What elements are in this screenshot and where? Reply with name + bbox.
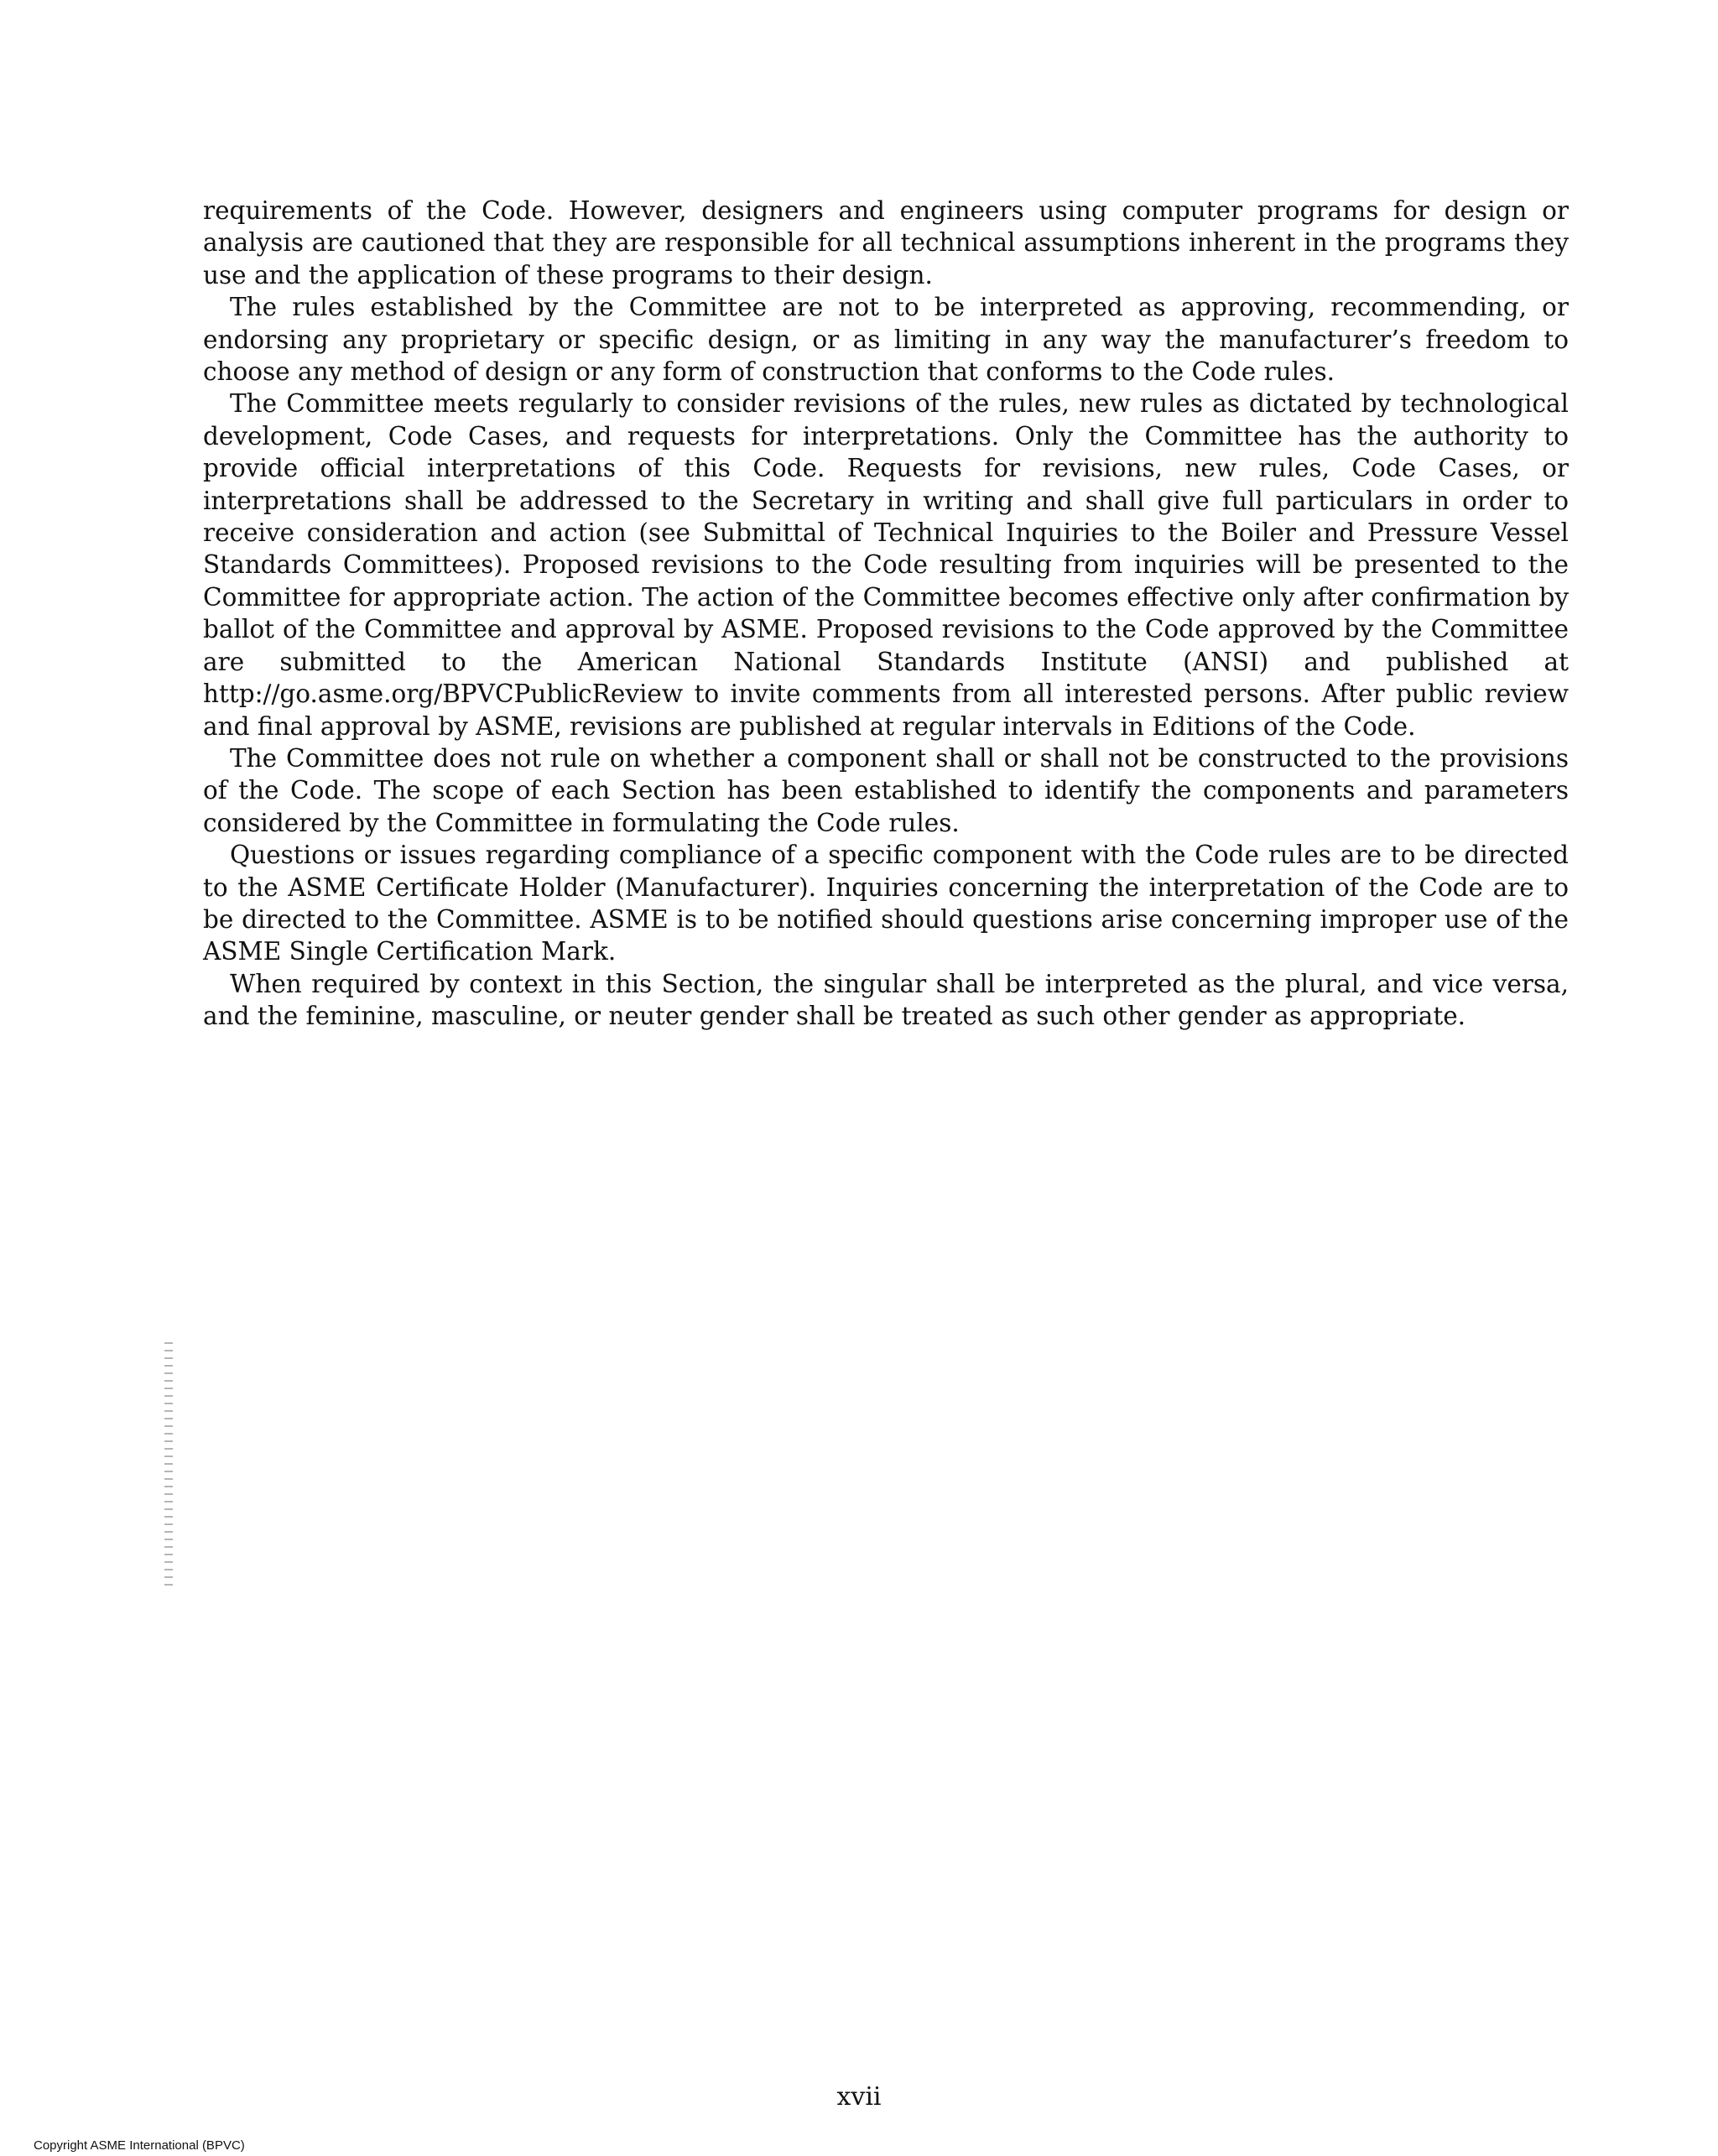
paragraph-rules-interpretation: The rules established by the Committee are not to be interpreted as approving, recommending, or endorsing any proprietary or specific design, or as limiting in any way the manufacturer’s freedom to choose any method of design or any form of construction that conforms to the Code rules. <box>203 293 1569 387</box>
margin-mark <box>164 1342 173 1586</box>
body-text <box>203 195 1569 1033</box>
page-number: xvii <box>836 2082 882 2112</box>
paragraph-continued: requirements of the Code. However, designers and engineers using computer programs for design or analysis are cautioned that they are responsible for all technical assumptions inherent in the programs they use and the application of these programs to their design. <box>203 196 1569 289</box>
copyright-footer: Copyright ASME International (BPVC) <box>34 2138 245 2153</box>
paragraph-committee-meetings: The Committee meets regularly to consider revisions of the rules, new rules as dictated by technological development, Code Cases, and requests for interpretations. Only the Committee has the authority to provide official interpretations of this Code. Requests for revisions, new rules, Code Cases, or interpretations shall be addressed to the Secretary in writing and shall give full particulars in order to receive consideration and action (see Submittal of Technical Inquiries to the Boiler and Pressure Vessel Standards Committees). Proposed revisions to the Code resulting from inquiries will be presented to the Committee for appropriate action. The action of the Committee becomes effective only after confirmation by ballot of the Committee and approval by ASME. Proposed revisions to the Code approved by the Committee are submitted to the American National Standards Institute (ANSI) and published at http://go.asme.org/BPVCPublicReview to invite comments from all interested persons. After public review and final approval by ASME, revisions are published at regular intervals in Editions of the Code. <box>203 389 1569 741</box>
paragraph-singular-plural: When required by context in this Section, the singular shall be interpreted as the plural, and vice versa, and the feminine, masculine, or neuter gender shall be treated as such other gender as appropriate. <box>203 969 1569 1031</box>
paragraph-compliance-questions: Questions or issues regarding compliance of a specific component with the Code rules are to be directed to the ASME Certificate Holder (Manufacturer). Inquiries concerning the interpretation of the Code are to be directed to the Committee. ASME is to be notified should questions arise concerning improper use of the ASME Single Certification Mark. <box>203 841 1569 966</box>
paragraph-component-rulings: The Committee does not rule on whether a component shall or shall not be constructed to the provisions of the Code. The scope of each Section has been established to identify the components and parameters considered by the Committee in formulating the Code rules. <box>203 743 1569 837</box>
